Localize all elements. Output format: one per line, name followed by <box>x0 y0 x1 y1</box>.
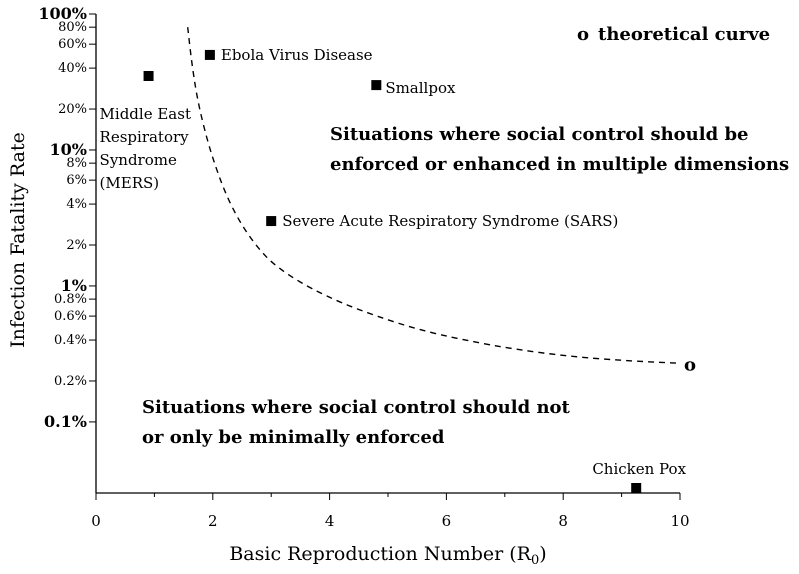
y-axis-title: Infection Fatality Rate <box>7 132 29 348</box>
y-tick-label: 20% <box>58 102 87 118</box>
y-ticks <box>38 4 96 431</box>
data-point-label <box>385 79 456 97</box>
x-axis-title-subscript: 0 <box>530 553 540 568</box>
y-tick-label: 6% <box>66 173 87 189</box>
y-tick-label: 4% <box>66 197 87 213</box>
region-annotation <box>142 397 571 448</box>
theoretical-curve <box>188 27 680 363</box>
data-point-label-line: Ebola Virus Disease <box>220 45 373 64</box>
x-tick-label: 4 <box>324 512 335 530</box>
x-tick-label: 0 <box>91 512 101 530</box>
region-annotation-line: enforced or enhanced in multiple dimensions <box>330 154 790 175</box>
y-tick-label: 2% <box>66 238 87 254</box>
data-point-label-line: Smallpox <box>385 79 456 98</box>
x-ticks <box>91 493 689 530</box>
legend-marker: o <box>577 24 590 45</box>
data-point-label <box>100 105 191 192</box>
y-tick-label: 0.4% <box>53 333 87 349</box>
data-point-label-line: Respiratory <box>99 127 189 146</box>
x-axis-title-end: ) <box>539 543 547 565</box>
x-axis-title-main: Basic Reproduction Number (R <box>229 543 531 565</box>
region-annotation-line: Situations where social control should not <box>142 397 570 418</box>
y-tick-label: 0.6% <box>53 309 87 325</box>
x-tick-label: 8 <box>558 512 568 530</box>
x-axis-title <box>229 543 546 568</box>
y-tick-label: 0.8% <box>53 292 87 308</box>
data-points <box>100 46 687 493</box>
data-point-marker <box>631 483 641 493</box>
y-tick-label: 0.1% <box>43 411 87 431</box>
data-point-label-line: Severe Acute Respiratory Syndrome (SARS) <box>282 212 619 231</box>
data-point-marker <box>205 50 215 60</box>
x-tick-label: 6 <box>441 512 452 530</box>
region-annotation <box>330 124 789 175</box>
data-point-label-line: Middle East <box>99 104 191 123</box>
y-tick-label: 0.2% <box>53 373 87 389</box>
data-point-label <box>592 460 686 478</box>
region-annotations <box>142 124 789 448</box>
y-tick-label: 60% <box>58 37 87 53</box>
y-tick-label: 40% <box>58 61 87 77</box>
x-tick-label: 2 <box>208 512 218 530</box>
y-tick-label: 8% <box>66 156 87 172</box>
region-annotation-line: Situations where social control should be <box>330 124 749 145</box>
data-point-label <box>221 46 373 64</box>
legend-text: theoretical curve <box>598 24 771 45</box>
region-annotation-line: or only be minimally enforced <box>142 427 445 448</box>
data-point-marker <box>144 71 154 81</box>
data-point-label-line: Chicken Pox <box>592 460 687 478</box>
y-tick-label: 1% <box>60 275 87 295</box>
y-tick-label: 80% <box>58 20 87 36</box>
x-tick-label: 10 <box>670 512 690 530</box>
y-tick-label: 10% <box>49 139 87 159</box>
data-point-marker <box>371 80 381 90</box>
legend <box>577 24 770 45</box>
data-point-marker <box>266 216 276 226</box>
data-point-label-line: Syndrome <box>99 150 177 169</box>
y-tick-label: 100% <box>38 4 87 23</box>
curve-end-marker: o <box>684 354 697 376</box>
data-point-label <box>282 212 618 230</box>
data-point-label-line: (MERS) <box>99 173 160 192</box>
